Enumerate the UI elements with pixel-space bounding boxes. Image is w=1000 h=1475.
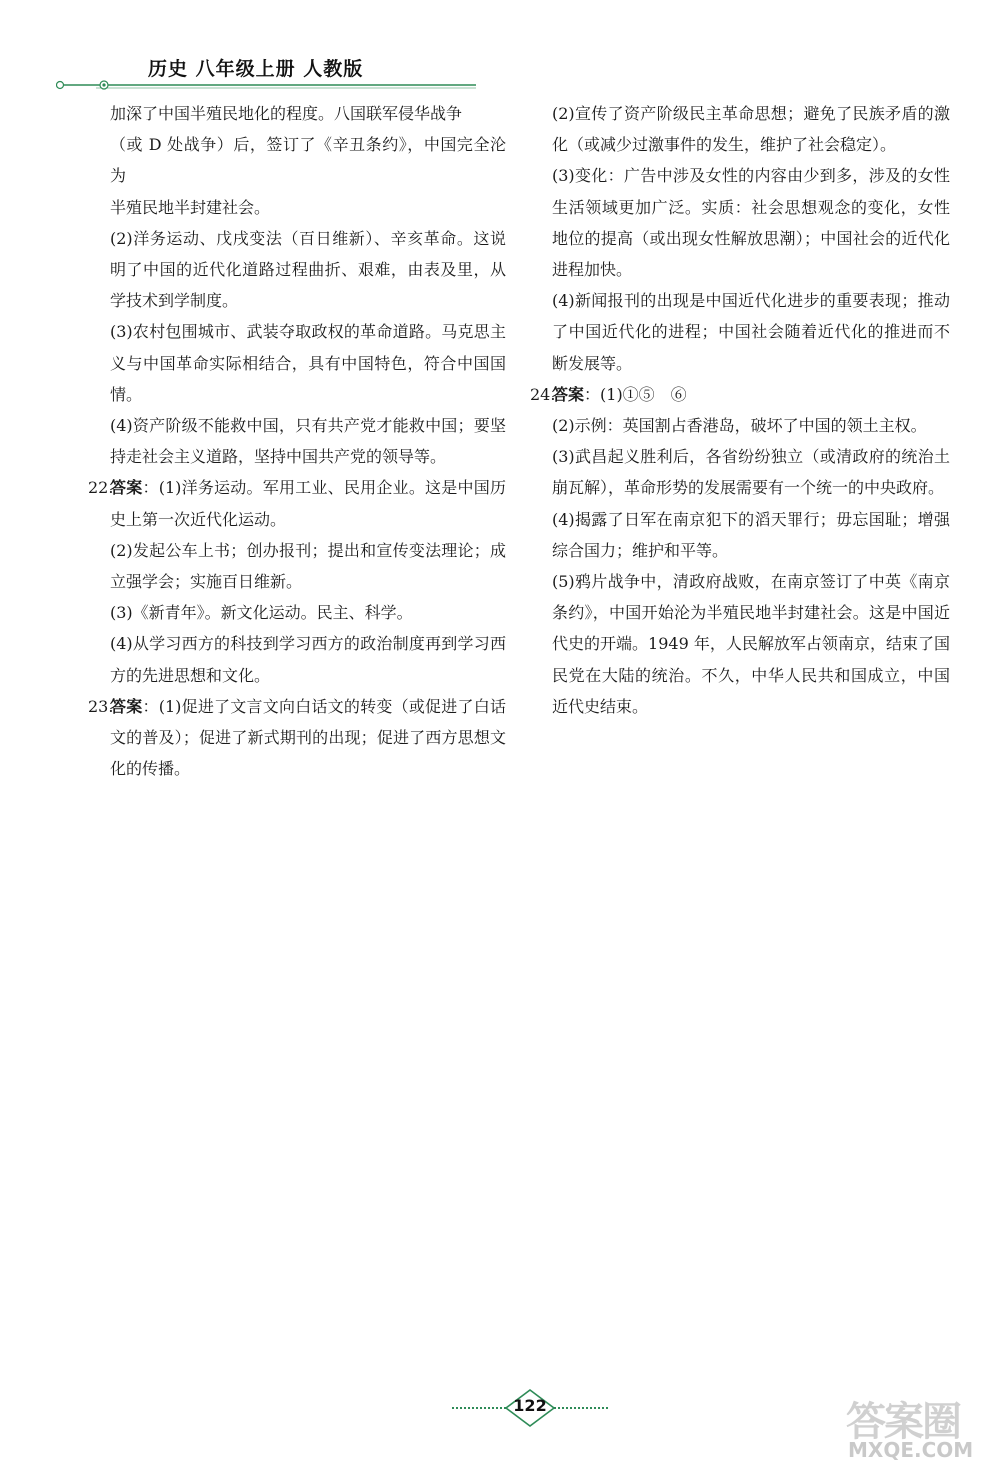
answer-label: 答案 xyxy=(110,696,143,716)
q21-answer-2: (2)洋务运动、戊戌变法（百日维新）、辛亥革命。这说明了中国的近代化道路过程曲折、艰难，由表及里，从学技术到学制度。 xyxy=(110,228,506,311)
q24-answer-2: (2)示例：英国割占香港岛，破坏了中国的领土主权。 xyxy=(552,416,927,436)
watermark-url: MXQE.COM xyxy=(848,1438,974,1462)
page-footer xyxy=(450,1388,610,1428)
question-number: 24. xyxy=(530,384,556,404)
q23-answer-2: (2)宣传了资产阶级民主革命思想；避免了民族矛盾的激化（或减少过激事件的发生，维护了社会稳定）。 xyxy=(552,104,950,155)
page-number: 122 xyxy=(513,1396,547,1415)
q22-answer-2: (2)发起公车上书；创办报刊；提出和宣传变法理论；成立强学会；实施百日维新。 xyxy=(110,540,506,592)
q22-answer-3: (3)《新青年》。新文化运动。民主、科学。 xyxy=(110,603,413,623)
left-column xyxy=(88,98,506,784)
answer-text: ：(1)洋务运动。军用工业、民用企业。这是中国历史上第一次近代化运动。 xyxy=(110,478,506,529)
q22-answer-4: (4)从学习西方的科技到学习西方的政治制度再到学习西方的先进思想和文化。 xyxy=(110,634,506,685)
header-title: 历史 八年级上册 人教版 xyxy=(148,58,364,80)
q24-answer-1 xyxy=(552,379,950,410)
answer-text: ：(1)促进了文言文向白话文的转变（或促进了白话文的普及）；促进了新式期刊的出现；促进了西方思想文化的传播。 xyxy=(110,696,506,779)
answer-label: 答案 xyxy=(110,478,143,498)
q22-answer-1 xyxy=(110,472,506,534)
header-rule xyxy=(56,78,476,92)
q24-answer-5: (5)鸦片战争中，清政府战败，在南京签订了中英《南京条约》，中国开始沦为半殖民地半封建社会。这是中国近代史的开端。1949 年，人民解放军占领南京，结束了国民党在大陆的统治。不久，中华人民共和国成立，中国近代史结束。 xyxy=(552,572,950,716)
answer-label: 答案 xyxy=(552,384,585,404)
question-23 xyxy=(88,691,506,785)
q21-continuation-line3: 半殖民地半封建社会。 xyxy=(110,197,271,217)
q24-answer-3: (3)武昌起义胜利后，各省纷纷独立（或清政府的统治土崩瓦解），革命形势的发展需要有一个统一的中央政府。 xyxy=(552,447,950,498)
q21-continuation-line1: 加深了中国半殖民地化的程度。八国联军侵华战争 xyxy=(110,104,463,123)
q23-answer-1 xyxy=(110,691,506,785)
watermark-chars: 答案圈 xyxy=(846,1399,960,1445)
answer-text: ：(1)①⑤ ⑥ xyxy=(584,384,687,404)
q23-answer-3: (3)变化：广告中涉及女性的内容由少到多，涉及的女性生活领域更加广泛。实质：社会思想观念的变化，女性地位的提高（或出现女性解放思潮）；中国社会的近代化进程加快。 xyxy=(552,166,950,280)
question-number: 23. xyxy=(88,696,114,716)
right-column xyxy=(530,98,950,722)
q21-answer-3: (3)农村包围城市、武装夺取政权的革命道路。马克思主义与中国革命实际相结合，具有中国特色，符合中国国情。 xyxy=(110,322,506,404)
q23-answer-4: (4)新闻报刊的出现是中国近代化进步的重要表现；推动了中国近代化的进程；中国社会随着近代化的推进而不断发展等。 xyxy=(552,291,950,373)
q21-continuation-line2: （或 D 处战争）后，签订了《辛丑条约》，中国完全沦为 xyxy=(110,135,506,186)
question-22 xyxy=(88,472,506,690)
question-number: 22. xyxy=(88,478,114,498)
watermark-logo xyxy=(846,1390,976,1465)
q24-answer-4: (4)揭露了日军在南京犯下的滔天罪行；毋忘国耻；增强综合国力；维护和平等。 xyxy=(552,509,950,560)
page-header xyxy=(56,48,476,98)
question-24 xyxy=(530,379,950,722)
q21-answer-4: (4)资产阶级不能救中国，只有共产党才能救中国；要坚持走社会主义道路，坚持中国共产党的领导等。 xyxy=(110,416,506,467)
